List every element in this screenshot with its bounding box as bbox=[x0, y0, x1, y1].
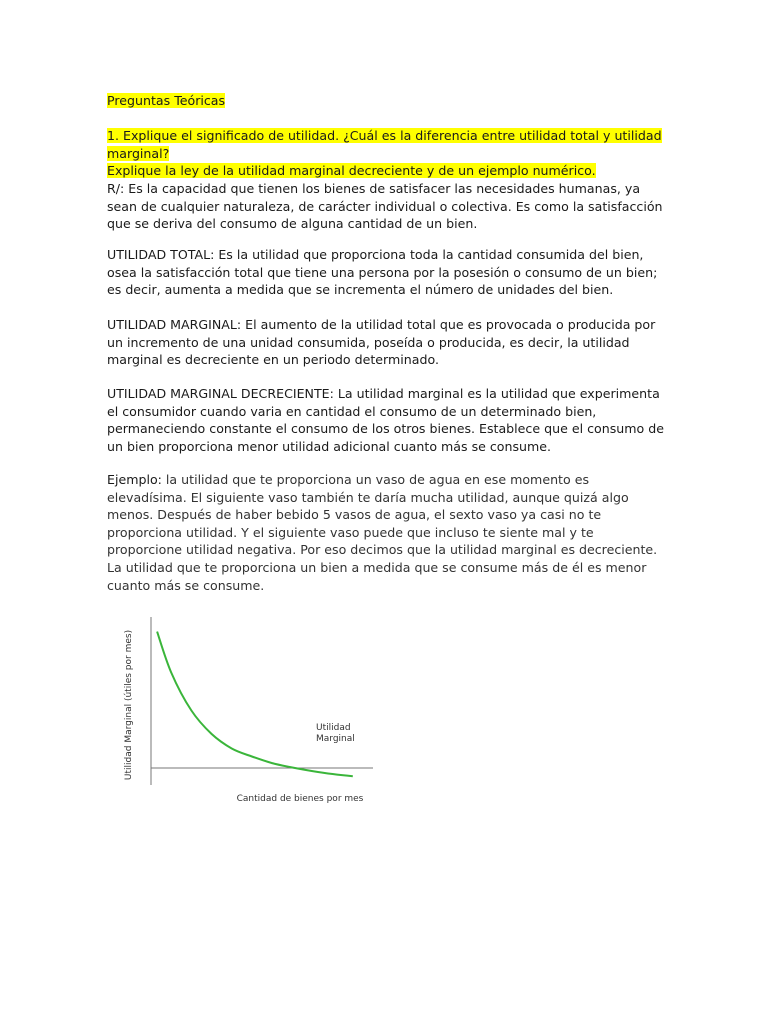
ejemplo-paragraph bbox=[107, 471, 667, 594]
data-point-5 bbox=[251, 756, 253, 758]
data-point-10 bbox=[352, 775, 354, 777]
heading-text: Preguntas Teóricas bbox=[107, 93, 226, 108]
utilidad-total-text: Es la utilidad que proporciona toda la cantidad consumida del bien, osea la satisfacción total que tiene una persona por la posesión o consumo de un bien; es decir, aumenta a medida que se incrementa el número de unidades del bien. bbox=[107, 247, 658, 298]
data-point-0 bbox=[156, 631, 158, 633]
question-line-1: 1. Explique el significado de utilidad. ¿Cuál es la diferencia entre utilidad total y utilidad marginal? bbox=[107, 128, 662, 161]
utilidad-total-label: UTILIDAD TOTAL: bbox=[107, 247, 215, 262]
curve-label-line-1: Utilidad bbox=[316, 723, 351, 733]
utilidad-marginal-text: El aumento de la utilidad total que es provocada o producida por un incremento de una unidad consumida, poseída o producida, es decir, la utilidad marginal es decreciente en un periodo determinado. bbox=[107, 317, 656, 368]
data-point-6 bbox=[271, 762, 273, 764]
data-point-8 bbox=[312, 770, 314, 772]
section-heading bbox=[107, 92, 667, 110]
data-point-9 bbox=[332, 773, 334, 775]
data-point-1 bbox=[170, 672, 172, 674]
utilidad-total-paragraph bbox=[107, 246, 667, 299]
ejemplo-text: la utilidad que te proporciona un vaso de agua en ese momento es elevadísima. El siguiente vaso también te daría mucha utilidad, aunque quizá algo menos. Después de haber bebido 5 vasos de agua, el sexto vaso ya casi no te proporciona utilidad. Y el siguiente vaso puede que incluso te siente mal y te proporcione utilidad negativa. Por eso decimos que la utilidad marginal es decreciente. La utilidad que te proporciona un bien a medida que se consume más de él es menor cuanto más se consume. bbox=[107, 472, 658, 593]
utilidad-decreciente-paragraph bbox=[107, 385, 667, 455]
curve-label-line-2: Marginal bbox=[316, 734, 355, 744]
series-line-utilidad-marginal bbox=[157, 632, 353, 777]
marginal-utility-chart bbox=[115, 605, 385, 810]
data-point-2 bbox=[190, 710, 192, 712]
utilidad-decreciente-text: La utilidad marginal es la utilidad que experimenta el consumidor cuando varia en cantidad el consumo de un determinado bien, permaneciendo constante el consumo de los otros bienes. Establece que el consumo de un bien proporciona menor utilidad adicional cuanto más se consume. bbox=[107, 386, 664, 454]
answer-paragraph: R/: Es la capacidad que tienen los bienes de satisfacer las necesidades humanas, ya sean de cualquier naturaleza, de carácter individual o colectiva. Es como la satisfacción que se deriva del consumo de alguna cantidad de un bien. bbox=[107, 181, 663, 232]
question-line-2: Explique la ley de la utilidad marginal decreciente y de un ejemplo numérico. bbox=[107, 163, 596, 179]
data-point-3 bbox=[211, 733, 213, 735]
data-point-4 bbox=[231, 748, 233, 750]
question-paragraph bbox=[107, 127, 677, 180]
utilidad-marginal-paragraph bbox=[107, 316, 667, 369]
series-points bbox=[156, 631, 354, 778]
x-axis-label: Cantidad de bienes por mes bbox=[236, 794, 364, 804]
utilidad-marginal-label: UTILIDAD MARGINAL: bbox=[107, 317, 242, 332]
data-point-7 bbox=[291, 767, 293, 769]
y-axis-label: Utilidad Marginal (útiles por mes) bbox=[124, 629, 134, 781]
utilidad-decreciente-label: UTILIDAD MARGINAL DECRECIENTE: bbox=[107, 386, 334, 401]
ejemplo-label: Ejemplo: bbox=[107, 472, 162, 487]
